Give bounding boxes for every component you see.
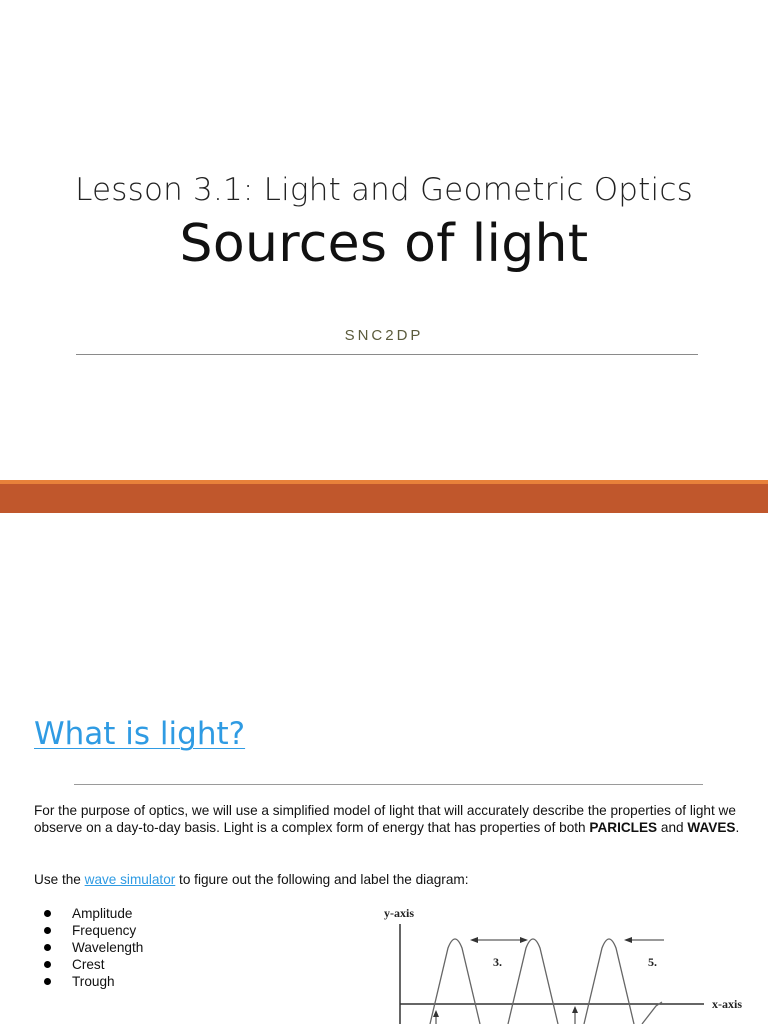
course-code: SNC2DP — [344, 327, 424, 344]
label-5: 5. — [648, 955, 657, 969]
wave-diagram — [378, 902, 758, 1024]
heading-divider — [74, 784, 703, 785]
instruction-suffix: to figure out the following and label the diagram: — [175, 872, 469, 887]
main-title: Sources of light — [179, 214, 589, 274]
slide-separator-bar — [0, 484, 768, 513]
bullet-icon — [44, 961, 51, 968]
bullet-icon — [44, 927, 51, 934]
arrow-left-icon — [470, 937, 478, 943]
bullet-icon — [44, 944, 51, 951]
wave-simulator-link[interactable]: wave simulator — [84, 872, 176, 887]
arrow-up-icon — [433, 1010, 439, 1017]
label-3: 3. — [493, 955, 502, 969]
arrow-up-icon — [572, 1006, 578, 1013]
paragraph-text: For the purpose of optics, we will use a simplified model of light that will accurately describe the properties of light we observe on a day-to-day basis. Light is a complex form of energy that has properties of both — [34, 803, 736, 835]
instruction-line — [34, 871, 469, 888]
wave-curve — [430, 939, 662, 1024]
y-axis-label: y-axis — [384, 906, 414, 920]
list-item — [40, 956, 143, 973]
list-item — [40, 922, 143, 939]
particles-bold: PARICLES — [589, 820, 658, 835]
list-item — [40, 905, 143, 922]
list-item — [40, 939, 143, 956]
bullet-icon — [44, 978, 51, 985]
title-divider — [76, 354, 698, 355]
intro-paragraph — [34, 802, 740, 836]
period-text: . — [735, 820, 740, 835]
arrow-right-icon — [520, 937, 528, 943]
slide-heading[interactable]: What is light? — [34, 716, 246, 752]
bullet-icon — [44, 910, 51, 917]
lesson-title: Lesson 3.1: Light and Geometric Optics — [75, 172, 693, 208]
term-list — [40, 905, 143, 990]
bullet-label: Frequency — [72, 923, 137, 938]
bullet-label: Amplitude — [72, 906, 133, 921]
title-slide — [0, 0, 768, 480]
bullet-label: Wavelength — [72, 940, 144, 955]
waves-bold: WAVES — [687, 820, 736, 835]
bullet-label: Trough — [72, 974, 115, 989]
arrow-left-icon — [624, 937, 632, 943]
bullet-label: Crest — [72, 957, 105, 972]
instruction-prefix: Use the — [34, 872, 85, 887]
x-axis-label: x-axis — [712, 997, 742, 1011]
and-text: and — [657, 820, 688, 835]
list-item — [40, 973, 143, 990]
